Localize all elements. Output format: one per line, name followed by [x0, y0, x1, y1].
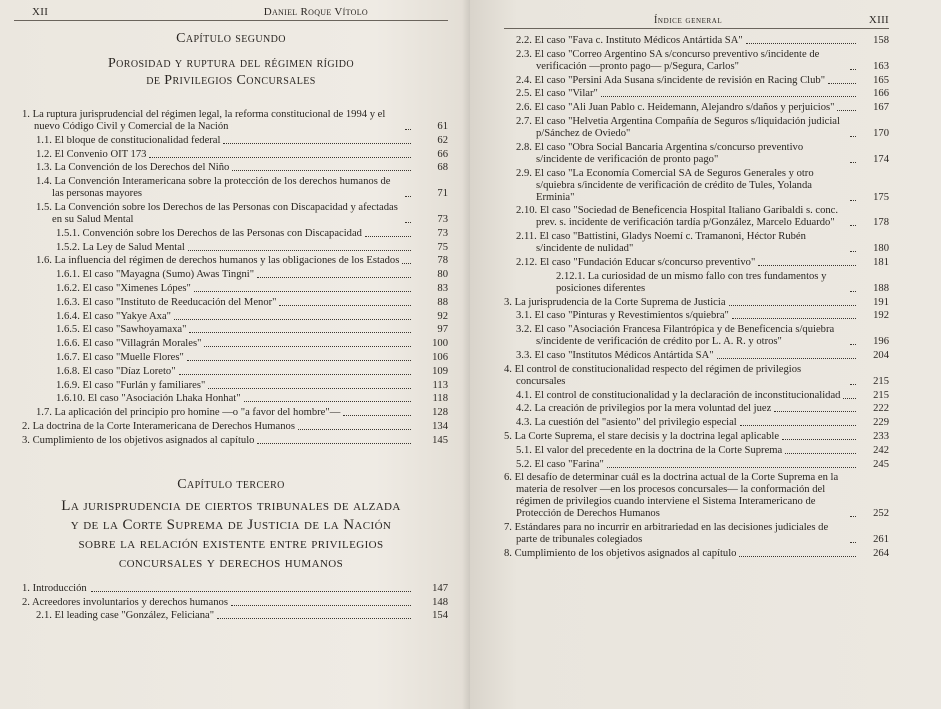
toc-entry-page: 158 — [873, 35, 889, 46]
toc-entry-title: 2.11. El caso "Battistini, Gladys Noemí c. Tramanoni, Héctor Rubén s/incidente de nulidad" — [516, 231, 806, 255]
toc-entry-title: 3.2. El caso "Asociación Francesa Filantrópica y de Beneficencia s/quiebra s/incidente de verificación de crédito por L. A. R. y otros" — [516, 324, 835, 348]
dot-leader — [850, 251, 856, 252]
toc-entry-title: 1.5.1. Convención sobre los Derechos de las Personas con Discapacidad — [56, 227, 362, 239]
dot-leader — [223, 143, 411, 144]
dot-leader — [405, 129, 411, 130]
toc-entry — [504, 310, 889, 322]
dot-leader — [179, 374, 411, 375]
dot-leader — [187, 360, 411, 361]
dot-leader — [850, 344, 856, 345]
toc-entry-title: 4. El control de constitucionalidad respecto del régimen de privilegios concursales — [504, 363, 802, 387]
chapter-2-title-line: Porosidad y ruptura del régimen rígido — [107, 56, 355, 71]
dot-leader — [194, 291, 411, 292]
toc-entry — [504, 431, 889, 443]
toc-entry-page: 78 — [437, 255, 448, 267]
toc-entry — [14, 135, 448, 147]
toc-entry-page: 174 — [873, 153, 889, 165]
dot-leader — [739, 556, 856, 557]
toc-entry-page: 215 — [873, 375, 889, 387]
dot-leader — [174, 319, 411, 320]
toc-entry-page: 252 — [873, 508, 889, 520]
toc-entry-page: 75 — [437, 241, 448, 253]
dot-leader — [149, 157, 411, 158]
toc-entry — [504, 417, 889, 429]
dot-leader — [717, 358, 856, 359]
toc-entry — [14, 338, 448, 350]
toc-entry-title: 3.1. El caso "Pinturas y Revestimientos s/quiebra" — [516, 310, 729, 322]
toc-entry-page: 80 — [437, 269, 448, 281]
toc-entry — [504, 142, 889, 166]
toc-entry-page: 113 — [432, 379, 448, 391]
right-page — [470, 0, 941, 709]
toc-entry-title: 2.7. El caso "Helvetia Argentina Compañía de Seguros s/liquidación judicial p/Sánchez de Oviedo" — [516, 115, 840, 139]
toc-entry-title: 5.1. El valor del precedente en la doctrina de la Corte Suprema — [516, 444, 783, 456]
dot-leader — [850, 384, 856, 385]
toc-entry-title: 2. Acreedores involuntarios y derechos humanos — [22, 596, 228, 608]
dot-leader — [257, 443, 411, 444]
chapter-2-title — [14, 55, 448, 89]
toc-entry — [504, 472, 889, 520]
toc-entry — [504, 459, 889, 471]
toc-entry — [504, 257, 889, 269]
dot-leader — [732, 318, 856, 319]
toc-entry — [504, 75, 889, 87]
toc-entry-title: 2.9. El caso "La Economía Comercial SA de Seguros Generales y otro s/quiebra s/incidente de verificación de crédito de Tules, Yolanda Erminia" — [516, 167, 814, 203]
toc-entry-title: 1.4. La Convención Interamericana sobre la protección de los derechos humanos de las personas mayores — [36, 176, 391, 200]
toc-entry-title: 4.2. La creación de privilegios por la mera voluntad del juez — [516, 403, 772, 415]
toc-entry-title: 6. El desafío de determinar cuál es la doctrina actual de la Corte Suprema en la materia de resolver —en los procesos concursales— la conformación del régimen de privilegios cuando interviene el Sistema Interamericano de Protección de Derechos Humanos — [504, 472, 839, 520]
toc-entry — [504, 168, 889, 204]
toc-entry-page: 145 — [432, 434, 448, 446]
dot-leader — [188, 250, 411, 251]
toc-entry-title: 1.7. La aplicación del principio pro homine —o "a favor del hombre"— — [36, 407, 341, 419]
toc-entry — [14, 583, 448, 595]
toc-entry-page: 118 — [432, 393, 448, 405]
toc-entry-page: 261 — [873, 534, 889, 546]
dot-leader — [746, 43, 856, 44]
dot-leader — [782, 439, 856, 440]
toc-entry-title: 5. La Corte Suprema, el stare decisis y la doctrina legal aplicable — [504, 430, 780, 442]
toc-entry-page: 163 — [873, 60, 889, 72]
toc-entry-page: 109 — [432, 365, 448, 377]
dot-leader — [740, 425, 856, 426]
toc-entry-page: 204 — [873, 349, 889, 361]
toc-entry-page: 61 — [437, 121, 448, 132]
toc-entry — [14, 311, 448, 323]
toc-entry-page: 242 — [873, 444, 889, 456]
toc-entry-title: 1. La ruptura jurisprudencial del régimen legal, la reforma constitucional de 1994 y el nuevo Código Civil y Comercial de la Nación — [22, 109, 386, 132]
chapter-3-title-line: La jurisprudencia de ciertos tribunales de alzada — [61, 497, 401, 514]
toc-entry-page: 178 — [873, 217, 889, 229]
toc-entry — [504, 364, 889, 388]
toc-entry-title: 7. Estándares para no incurrir en arbitrariedad en las decisiones judiciales de parte de tribunales colegiados — [504, 522, 829, 546]
toc-entry-page: 222 — [873, 403, 889, 415]
toc-entry-title: 2.4. El caso "Persini Ada Susana s/incidente de revisión en Racing Club" — [516, 74, 826, 86]
dot-leader — [843, 398, 856, 399]
chapter-2-title-line: de Privilegios Concursales — [146, 73, 316, 88]
toc-entry — [504, 102, 889, 114]
toc-entry — [14, 269, 448, 281]
toc-entry-title: 1.6.9. El caso "Furlán y familiares" — [56, 379, 206, 391]
continued-toc — [504, 35, 889, 560]
dot-leader — [231, 605, 411, 606]
toc-entry — [504, 324, 889, 348]
toc-entry-page: 191 — [873, 296, 889, 308]
dot-leader — [850, 225, 856, 226]
toc-entry-page: 88 — [437, 296, 448, 308]
toc-entry — [14, 109, 448, 133]
toc-entry-title: 4.1. El control de constitucionalidad y la declaración de inconstitucionalidad — [516, 389, 841, 401]
chapter-2-toc — [14, 109, 448, 447]
toc-entry — [14, 228, 448, 240]
chapter-3-title-line: concursales y derechos humanos — [118, 554, 344, 571]
dot-leader — [785, 453, 856, 454]
toc-entry-page: 92 — [437, 310, 448, 322]
dot-leader — [204, 346, 411, 347]
toc-entry-title: 1.5.2. La Ley de Salud Mental — [56, 241, 185, 253]
dot-leader — [298, 429, 411, 430]
toc-entry — [504, 522, 889, 546]
dot-leader — [850, 200, 856, 201]
toc-entry-page: 215 — [873, 389, 889, 401]
toc-entry — [504, 390, 889, 402]
toc-entry — [504, 88, 889, 100]
toc-entry-title: 3.3. El caso "Institutos Médicos Antártida SA" — [516, 349, 714, 361]
chapter-3-toc — [14, 583, 448, 623]
dot-leader — [850, 542, 856, 543]
toc-entry-page: 233 — [873, 430, 889, 442]
toc-entry-title: 1.6.6. El caso "Villagrán Morales" — [56, 338, 202, 350]
chapter-3-title-line: sobre la relación existente entre privilegios — [78, 535, 384, 552]
toc-entry-page: 71 — [437, 188, 448, 200]
dot-leader — [343, 415, 411, 416]
toc-entry-page: 100 — [432, 338, 448, 350]
dot-leader — [405, 222, 411, 223]
left-page — [0, 0, 470, 709]
toc-entry-title: 1.5. La Convención sobre los Derechos de las Personas con Discapacidad y afectadas en su Salud Mental — [36, 201, 398, 225]
toc-entry-title: 5.2. El caso "Farina" — [516, 458, 604, 470]
toc-entry-title: 4.3. La cuestión del "asiento" del privilegio especial — [516, 417, 737, 429]
toc-entry — [504, 35, 889, 47]
dot-leader — [405, 196, 411, 197]
toc-entry-title: 3. Cumplimiento de los objetivos asignados al capítulo — [22, 434, 255, 446]
dot-leader — [850, 162, 856, 163]
toc-entry-title: 2.2. El caso "Fava c. Instituto Médicos Antártida SA" — [516, 35, 743, 46]
toc-entry-page: 68 — [437, 162, 448, 174]
toc-entry-page: 245 — [873, 458, 889, 470]
toc-entry-page: 196 — [873, 336, 889, 348]
toc-entry — [14, 435, 448, 447]
toc-entry-page: 106 — [432, 351, 448, 363]
toc-entry-page: 73 — [437, 227, 448, 239]
toc-entry-page: 229 — [873, 417, 889, 429]
toc-entry-title: 2.12. El caso "Fundación Educar s/concurso preventivo" — [516, 256, 756, 268]
toc-entry-page: 166 — [873, 88, 889, 100]
toc-entry-page: 97 — [437, 324, 448, 336]
toc-entry-title: 1.6.4. El caso "Yakye Axa" — [56, 310, 171, 322]
toc-entry-page: 147 — [432, 582, 448, 594]
chapter-3-title-line: y de la Corte Suprema de Justicia de la Nación — [70, 516, 392, 533]
toc-entry — [504, 548, 889, 560]
dot-leader — [217, 618, 411, 619]
toc-entry-title: 2.6. El caso "Ali Juan Pablo c. Heidemann, Alejandro s/daños y perjuicios" — [516, 102, 835, 114]
toc-entry-title: 2.1. El leading case "González, Feliciana" — [36, 610, 215, 622]
toc-entry-page: 73 — [437, 213, 448, 225]
toc-entry-page: 180 — [873, 243, 889, 255]
toc-entry — [14, 421, 448, 433]
toc-entry — [504, 271, 889, 295]
toc-entry-page: 170 — [873, 127, 889, 139]
toc-entry — [504, 350, 889, 362]
dot-leader — [607, 467, 856, 468]
toc-entry-title: 1.1. El bloque de constitucionalidad federal — [36, 134, 221, 146]
toc-entry-title: 1.6.5. El caso "Sawhoyamaxa" — [56, 324, 187, 336]
right-running-head — [504, 14, 889, 29]
dot-leader — [774, 411, 856, 412]
toc-entry-title: 1.2. El Convenio OIT 173 — [36, 148, 147, 160]
dot-leader — [850, 516, 856, 517]
toc-entry — [14, 283, 448, 295]
toc-entry — [14, 352, 448, 364]
dot-leader — [91, 591, 411, 592]
dot-leader — [601, 96, 856, 97]
toc-entry-title: 2.12.1. La curiosidad de un mismo fallo con tres fundamentos y posiciones diferentes — [556, 270, 827, 294]
dot-leader — [244, 401, 411, 402]
dot-leader — [257, 277, 411, 278]
toc-entry — [14, 255, 448, 267]
toc-entry — [14, 149, 448, 161]
toc-entry — [14, 366, 448, 378]
dot-leader — [850, 69, 856, 70]
toc-entry-page: 192 — [873, 310, 889, 322]
toc-entry — [14, 407, 448, 419]
toc-entry-title: 1.3. La Convención de los Derechos del Niño — [36, 162, 230, 174]
toc-entry-page: 175 — [873, 191, 889, 203]
chapter-2-label: Capítulo segundo — [176, 31, 286, 46]
toc-entry — [14, 324, 448, 336]
toc-entry-title: 2.10. El caso "Sociedad de Beneficencia Hospital Italiano Garibaldi s. conc. prev. s. incidente de verificación tardía p/González, Marcelo Eduardo" — [516, 205, 839, 229]
toc-entry — [14, 297, 448, 309]
toc-entry-page: 62 — [437, 134, 448, 146]
toc-entry — [14, 176, 448, 200]
toc-entry-title: 8. Cumplimiento de los objetivos asignados al capítulo — [504, 547, 737, 559]
toc-entry — [504, 205, 889, 229]
dot-leader — [279, 305, 411, 306]
toc-entry — [14, 610, 448, 622]
toc-entry — [14, 162, 448, 174]
dot-leader — [365, 236, 411, 237]
left-running-head — [14, 6, 448, 21]
dot-leader — [729, 305, 856, 306]
toc-entry-title: 3. La jurisprudencia de la Corte Suprema de Justicia — [504, 296, 726, 308]
dot-leader — [208, 388, 411, 389]
toc-entry — [14, 597, 448, 609]
left-folio: XII — [32, 6, 49, 18]
toc-entry-title: 1.6. La influencia del régimen de derechos humanos y las obligaciones de los Estados — [36, 255, 400, 267]
toc-entry-page: 264 — [873, 547, 889, 559]
running-title: Índice general — [654, 15, 723, 26]
toc-entry-title: 2.3. El caso "Correo Argentino SA s/concurso preventivo s/incidente de verificación —pronto pago— p/Segura, Carlos" — [516, 48, 820, 72]
toc-entry-title: 2.5. El caso "Vilar" — [516, 88, 598, 100]
toc-entry-page: 154 — [432, 610, 448, 622]
chapter-3-label: Capítulo tercero — [177, 476, 285, 492]
toc-entry-title: 1.6.1. El caso "Mayagna (Sumo) Awas Tingni" — [56, 269, 255, 281]
toc-entry — [14, 242, 448, 254]
toc-entry — [504, 231, 889, 255]
toc-entry-page: 83 — [437, 282, 448, 294]
toc-entry-page: 134 — [432, 420, 448, 432]
toc-entry-title: 1.6.8. El caso "Díaz Loreto" — [56, 365, 176, 377]
dot-leader — [837, 110, 856, 111]
toc-entry — [504, 297, 889, 309]
toc-entry-title: 1.6.10. El caso "Asociación Lhaka Honhat" — [56, 393, 241, 405]
toc-entry-title: 1.6.3. El caso "Instituto de Reeducación del Menor" — [56, 296, 277, 308]
toc-entry — [504, 445, 889, 457]
toc-entry-title: 1.6.7. El caso "Muelle Flores" — [56, 351, 184, 363]
toc-entry-title: 1. Introducción — [22, 582, 87, 594]
toc-entry-page: 167 — [873, 102, 889, 114]
dot-leader — [402, 263, 411, 264]
dot-leader — [232, 170, 411, 171]
dot-leader — [758, 265, 856, 266]
toc-entry — [504, 403, 889, 415]
toc-entry-title: 2.8. El caso "Obra Social Bancaria Argentina s/concurso preventivo s/incidente de verificación de pronto pago" — [516, 141, 804, 165]
toc-entry-title: 2. La doctrina de la Corte Interamericana de Derechos Humanos — [22, 420, 295, 432]
toc-entry-title: 1.6.2. El caso "Ximenes Lópes" — [56, 282, 191, 294]
toc-entry — [14, 393, 448, 405]
toc-entry — [14, 202, 448, 226]
toc-entry-page: 148 — [432, 596, 448, 608]
dot-leader — [850, 136, 856, 137]
author-name: Daniel Roque Vítolo — [263, 6, 368, 18]
toc-entry — [504, 49, 889, 73]
dot-leader — [189, 332, 411, 333]
dot-leader — [850, 291, 856, 292]
toc-entry-page: 128 — [432, 407, 448, 419]
toc-entry-page: 66 — [437, 148, 448, 160]
toc-entry — [504, 116, 889, 140]
right-folio: XIII — [868, 14, 889, 26]
chapter-3-title — [14, 497, 448, 573]
toc-entry-page: 165 — [873, 74, 889, 86]
toc-entry-page: 181 — [873, 256, 889, 268]
toc-entry-page: 188 — [873, 282, 889, 294]
toc-entry — [14, 380, 448, 392]
dot-leader — [828, 83, 856, 84]
